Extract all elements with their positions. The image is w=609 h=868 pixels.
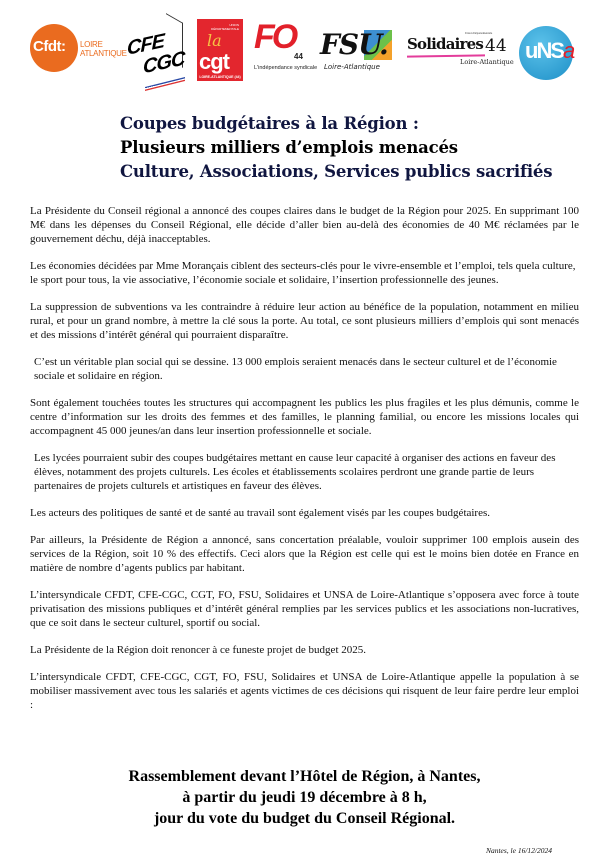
document-body [30,204,579,725]
paragraph: L’intersyndicale CFDT, CFE-CGC, CGT, FO, FSU, Solidaires et UNSA de Loire-Atlantique appelle la population à se mobiliser massivement avec tous les salariés et agents victimes de ces décisions qui risquent de leur faire perdre leur emploi : [30,671,579,711]
paragraph: C’est un véritable plan social qui se dessine. 13 000 emplois seraient menacés dans le secteur culturel et de l’économie sociale et solidaire en région. [34,356,557,382]
cta-line-1: Rassemblement devant l’Hôtel de Région, à Nantes, [128,768,481,785]
paragraph: L’intersyndicale CFDT, CFE-CGC, CGT, FO, FSU, Solidaires et UNSA de Loire-Atlantique s’opposera avec force à toute privatisation des missions publiques et d’intérêt général remplies par les services publics et les associations non-lucratives, que ce soit dans le secteur culturel, sportif ou social. [30,589,579,629]
paragraph: La Présidente de la Région doit renoncer à ce funeste projet de budget 2025. [30,644,366,656]
paragraph: Sont également touchées toutes les structures qui accompagnent les publics les plus fragiles et les plus démunis, comme le centre d’information sur les droits des femmes et des familles, le planning familial, ou encore les missions locales qui accompagnent 45 000 jeunes/an dans leur insertion professionnelle et sociale. [30,397,579,437]
paragraph: Par ailleurs, la Présidente de Région a annoncé, sans concertation préalable, vouloir supprimer 100 emplois ausein des services de la Région, soit 10 % des effectifs. Ceci alors que la Région est celle qui est le moins bien dotée en France en matière de nombre d’agents publics par habitant. [30,534,579,574]
call-to-action [30,766,579,829]
cfdt-logo: Cfdt: LOIRE ATLANTIQUE [30,24,125,72]
paragraph: La Présidente du Conseil régional a annoncé des coupes claires dans le budget de la Région pour 2025. En supprimant 100 M€ dans les dépenses du Conseil Régional, elle décide d’aller bien au-delà des économies de 40 M€ réclamées par le gouvernement déchu, déjà inacceptables. [30,205,579,245]
paragraph: Les lycées pourraient subir des coupes budgétaires mettant en cause leur capacité à organiser des actions en faveur des élèves, notamment des projets culturels. Les écoles et établissements scolaires perdront une grande partie de leurs partenaires de projets culturels et artistiques en faveur des élèves. [34,452,556,492]
fo-logo: FO 44 L'indépendance syndicale [254,18,318,71]
tricolor-stripe [145,77,185,91]
paragraph: Les acteurs des politiques de santé et de santé au travail sont également visés par les coupes budgétaires. [30,507,491,519]
title-line-3: Culture, Associations, Services publics sacrifiés [120,162,553,181]
signature-date: Nantes, le 16/12/2024 [485,846,552,855]
solidaires-logo: Union Départementale Solidaires 44 Loire-Atlantique [407,31,514,66]
union-logos-band [0,0,609,100]
cfdt-logo-text: Cfdt: [33,38,66,55]
title-line-2: Plusieurs milliers d’emplois menacés [120,138,458,157]
title-line-1: Coupes budgétaires à la Région : [120,114,419,133]
cgt-logo: UNION DÉPARTEMENTALE la cgt LOIRE-ATLANTIQUE (44) [197,19,243,81]
cta-line-3: jour du vote du budget du Conseil Régional. [153,810,456,827]
document-title [120,112,552,184]
fsu-logo: FSU. Loire-Atlantique [318,28,398,76]
unsa-logo: uNSa [519,26,573,80]
paragraph: Les économies décidées par Mme Morançais ciblent des secteurs-clés pour le vivre-ensemble et l’emploi, tels quela culture, le sport pour tous, la vie associative, l’économie sociale et solidaire, l’insertion professionnelle des jeunes. [30,260,576,286]
cta-line-2: à partir du jeudi 19 décembre à 8 h, [182,789,427,806]
cfe-cgc-logo: CFE CGC [125,16,185,80]
paragraph: La suppression de subventions va les contraindre à réduire leur action au bénéfice de la population, notamment en milieu rural, et pour un grand nombre, à mettre la clé sous la porte. Au total, ce sont plusieurs milliers d’emplois qui sont menacés et des missions d’intérêt général qui pourraient disparaître. [30,301,579,341]
